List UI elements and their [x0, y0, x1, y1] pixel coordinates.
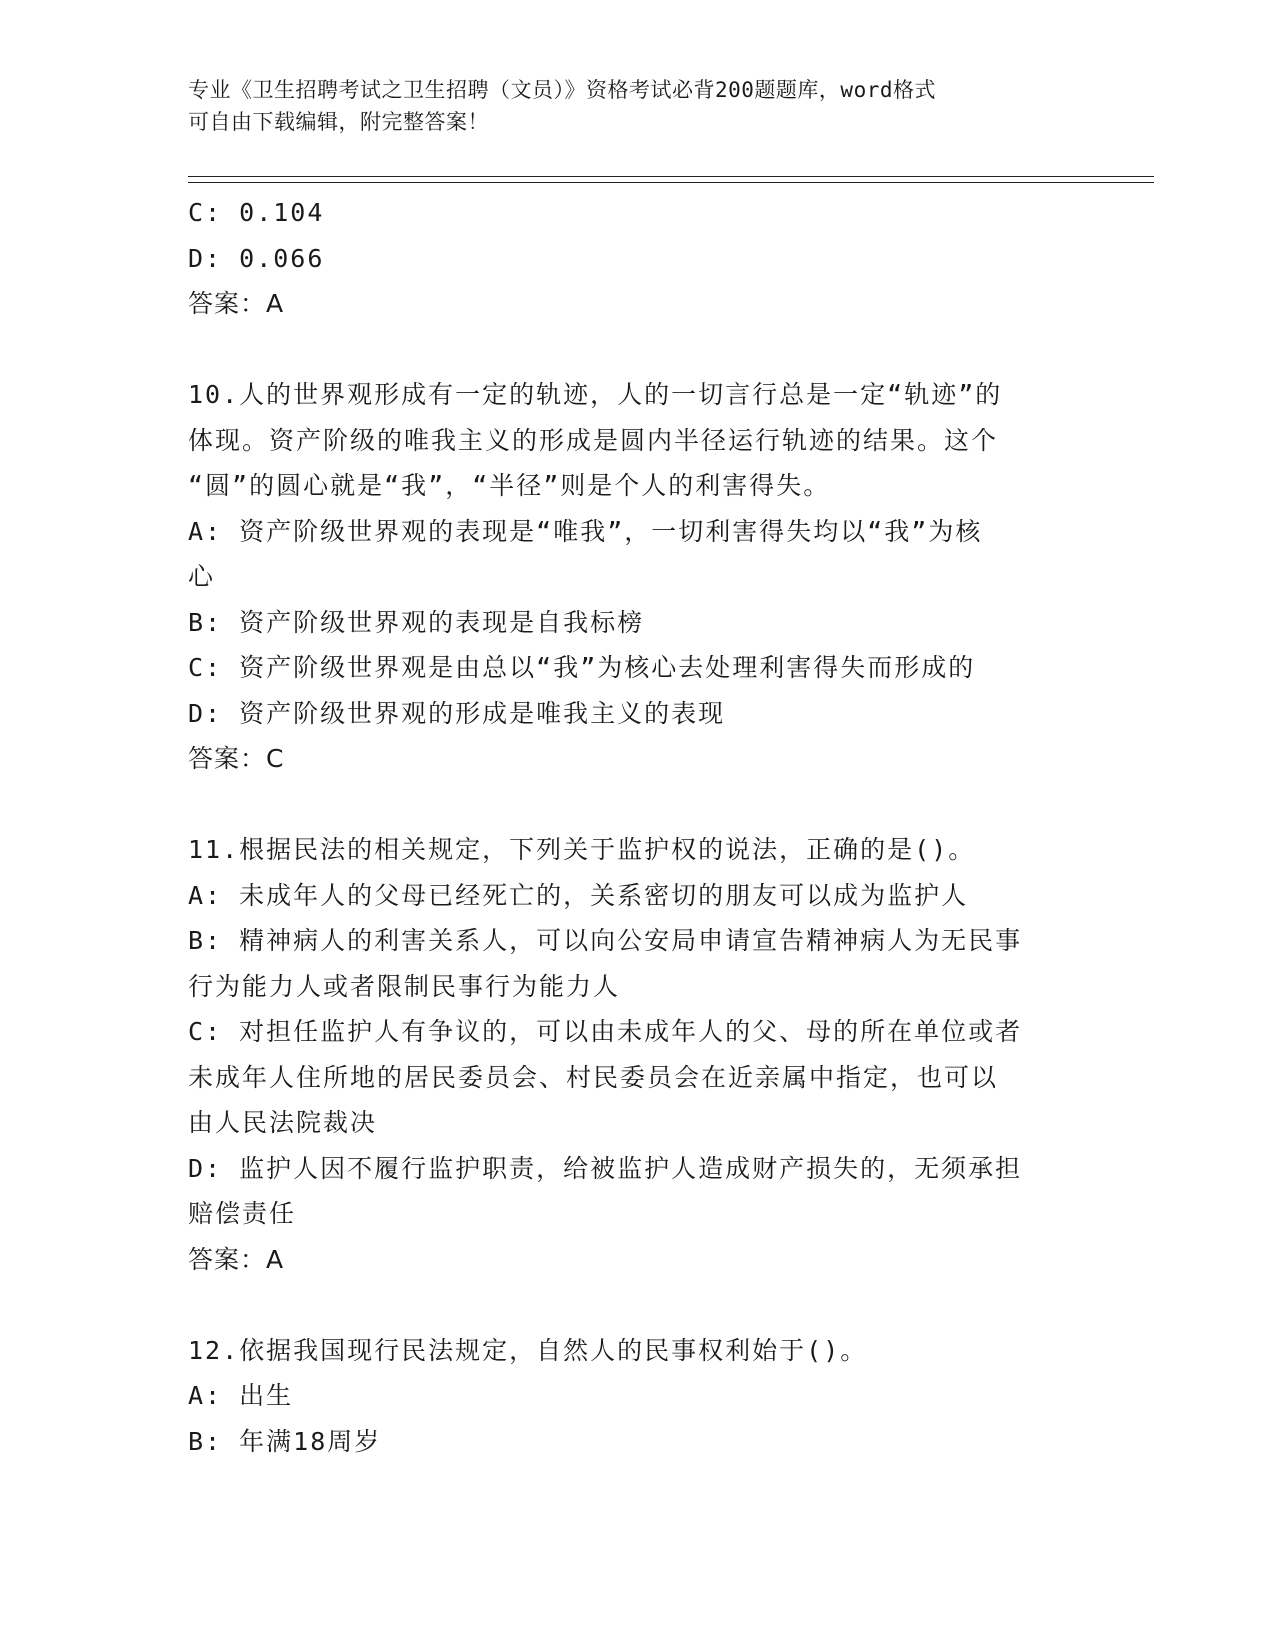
option-d: D: 资产阶级世界观的形成是唯我主义的表现 [188, 698, 726, 728]
question-stem: 10.人的世界观形成有一定的轨迹，人的一切言行总是一定“轨迹”的 [188, 380, 1003, 409]
answer-label: 答案：C [188, 744, 285, 773]
question-stem: “圆”的圆心就是“我”，“半径”则是个人的利害得失。 [188, 471, 831, 500]
question-12 [188, 1328, 1078, 1465]
answer-label: 答案：A [188, 289, 285, 318]
option-c: C: 对担任监护人有争议的，可以由未成年人的父、母的所在单位或者 [188, 1017, 1023, 1046]
option-a: A: 未成年人的父母已经死亡的，关系密切的朋友可以成为监护人 [188, 880, 969, 910]
header-title-line2: 可自由下载编辑，附完整答案！ [188, 110, 489, 134]
question-stem: 12.依据我国现行民法规定，自然人的民事权利始于()。 [188, 1335, 868, 1365]
option-b: B: 资产阶级世界观的表现是自我标榜 [188, 607, 645, 637]
option-c: 由人民法院裁决 [188, 1108, 378, 1137]
option-b: B: 精神病人的利害关系人，可以向公安局申请宣告精神病人为无民事 [188, 926, 1023, 955]
header-divider-bottom [188, 182, 1154, 183]
option-d: D: 0.066 [188, 243, 325, 273]
option-a: 心 [188, 562, 216, 591]
question-stem: 体现。资产阶级的唯我主义的形成是圆内半径运行轨迹的结果。这个 [188, 425, 999, 455]
option-a: A: 资产阶级世界观的表现是“唯我”，一切利害得失均以“我”为核 [188, 516, 983, 546]
option-a: A: 出生 [188, 1381, 294, 1410]
question-list [188, 190, 1078, 1464]
question-stem: 11.根据民法的相关规定，下列关于监护权的说法，正确的是()。 [188, 835, 976, 864]
option-b: B: 年满18周岁 [188, 1426, 382, 1456]
option-d: 赔偿责任 [188, 1199, 297, 1228]
option-c: 未成年人住所地的居民委员会、村民委员会在近亲属中指定，也可以 [188, 1062, 999, 1092]
question-11 [188, 827, 1078, 1282]
question-9-tail [188, 190, 1078, 327]
option-c: C: 资产阶级世界观是由总以“我”为核心去处理利害得失而形成的 [188, 653, 976, 682]
spacer [188, 1282, 1078, 1328]
option-d: D: 监护人因不履行监护职责，给被监护人造成财产损失的，无须承担 [188, 1153, 1023, 1183]
answer-label: 答案：A [188, 1244, 285, 1274]
spacer [188, 782, 1078, 828]
header-title-line1: 专业《卫生招聘考试之卫生招聘（文员）》资格考试必背200题题库，word格式 [188, 78, 936, 102]
option-b: 行为能力人或者限制民事行为能力人 [188, 971, 621, 1001]
document-header [188, 74, 1088, 138]
spacer [188, 327, 1078, 373]
option-c: C: 0.104 [188, 198, 325, 227]
question-10 [188, 372, 1078, 782]
header-divider-top [188, 176, 1154, 177]
